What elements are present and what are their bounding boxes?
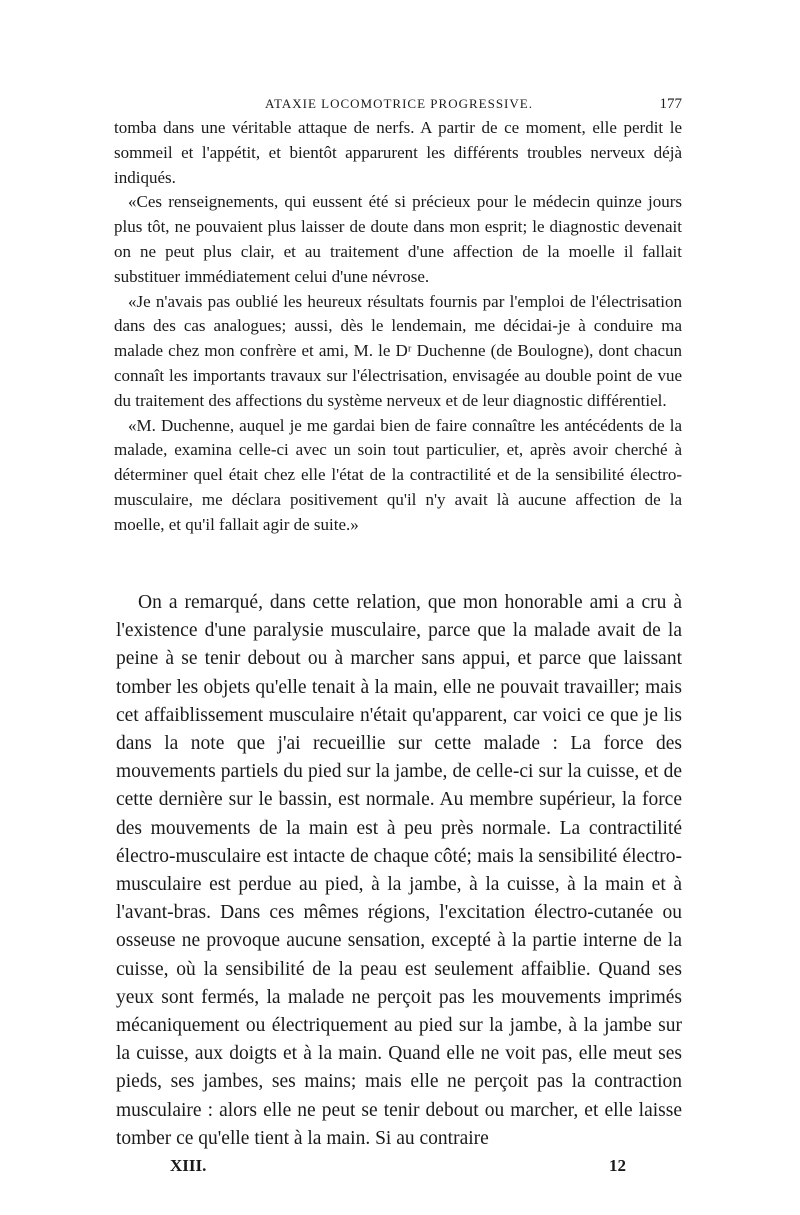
quote-paragraph: «Je n'avais pas oublié les heureux résultats fournis par l'emploi de l'électrisation dans des cas analogues; aussi, dès le lendemain, me décidai-je à conduire ma malade chez mon confrère et ami, M. le Dʳ Duchenne (de Boulogne), dont chacun connaît les importants travaux sur l'électrisation, envisagée au double point de vue du traitement des affections du système nerveux et de leur diagnostic différentiel.: [114, 291, 682, 410]
running-title: ATAXIE LOCOMOTRICE PROGRESSIVE.: [265, 96, 533, 111]
quote-paragraph: «Ces renseignements, qui eussent été si précieux pour le médecin quinze jours plus tôt, ne pouvaient plus laisser de doute dans mon esprit; le diagnostic devenait on ne peut plus clair, et au traitement d'une affection de la moelle il fallait substituer immédiatement celui d'une névrose.: [114, 192, 682, 286]
quote-paragraph: tomba dans une véritable attaque de nerfs. A partir de ce moment, elle perdit le sommeil et l'appétit, et bientôt apparurent les différents troubles nerveux déjà indiqués.: [114, 118, 682, 187]
page-header: [116, 96, 682, 118]
quoted-case-report: [114, 116, 682, 538]
body-paragraph: On a remarqué, dans cette relation, que mon honorable ami a cru à l'existence d'une paralysie musculaire, parce que la malade avait de la peine à se tenir debout ou à marcher sans appui, et parce que laissant tomber les objets qu'elle tenait à la main, elle ne pouvait travailler; mais cet affaiblissement musculaire n'était qu'apparent, car voici ce que je lis dans la note que j'ai recueillie sur cette malade : La force des mouvements partiels du pied sur la jambe, de celle-ci sur la cuisse, et de cette dernière sur le bassin, est normale. Au membre supérieur, la force des mouvements de la main est à peu près normale. La contractilité électro-musculaire est intacte de chaque côté; mais la sensibilité électro-musculaire est perdue au pied, à la jambe, à la cuisse, à la main et à l'avant-bras. Dans ces mêmes régions, l'excitation électro-cutanée ou osseuse ne provoque aucune sensation, excepté à la partie interne de la cuisse, où la sensibilité de la peau est seulement affaiblie. Quand ses yeux sont fermés, la malade ne perçoit pas les mouvements imprimés mécaniquement ou électriquement au pied sur la jambe, à la jambe sur la cuisse, aux doigts et à la main. Quand elle ne voit pas, elle meut ses pieds, ses jambes, ses mains; mais elle ne perçoit pas la contraction musculaire : alors elle ne peut se tenir debout ou marcher, et elle laisse tomber ce qu'elle tient à la main. Si au contraire: [116, 592, 682, 1149]
page-number: 177: [659, 96, 682, 112]
main-text: [116, 589, 682, 1153]
page-footer: [170, 1156, 626, 1180]
signature-mark-right: 12: [609, 1156, 626, 1175]
signature-mark-left: XIII.: [170, 1156, 207, 1175]
quote-paragraph: «M. Duchenne, auquel je me gardai bien de faire connaître les antécédents de la malade, examina celle-ci avec un soin tout particulier, et, après avoir cherché à déterminer quel était chez elle l'état de la contractilité et de la sensibilité électro-musculaire, me déclara positivement qu'il n'y avait là aucune affection de la moelle, et qu'il fallait agir de suite.»: [114, 415, 682, 534]
